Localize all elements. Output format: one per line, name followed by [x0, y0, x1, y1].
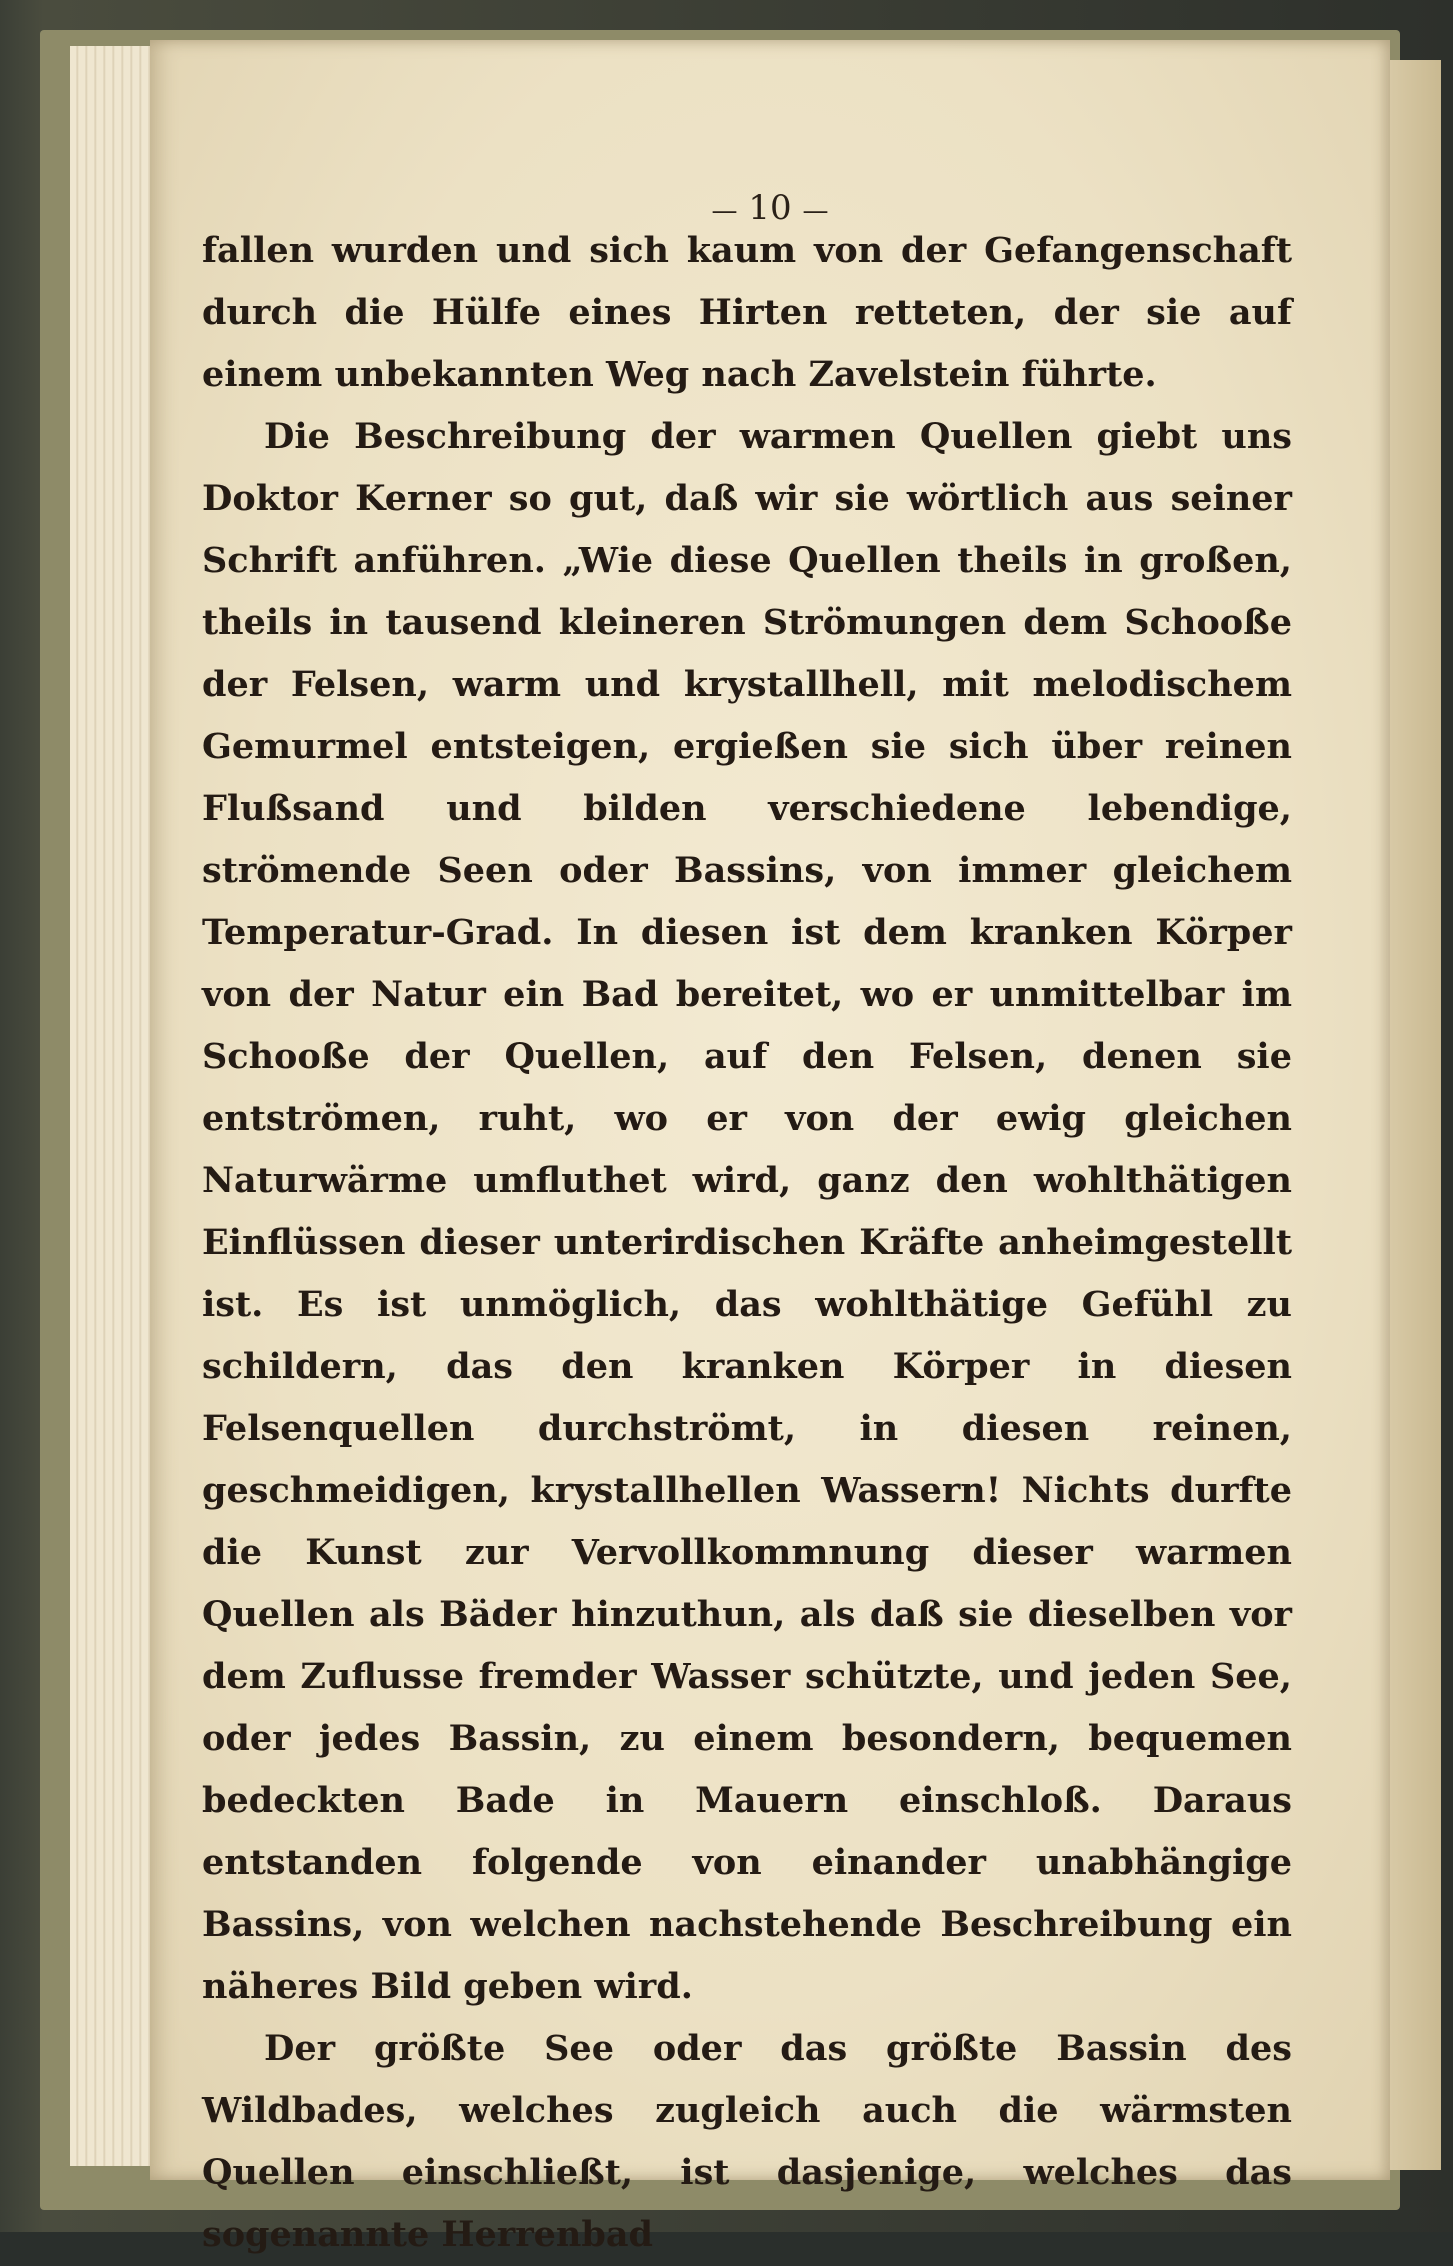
page-number: 10 [748, 188, 792, 228]
header-dash-left: — [711, 196, 738, 226]
paragraph-continued: fallen wurden und sich kaum von der Gefangenschaft durch die Hülfe eines Hirten retteten, der sie auf einem unbekannten Weg nach Zavelstein führte. [202, 230, 1292, 395]
header-dash-right: — [802, 196, 829, 226]
body-text [202, 220, 1292, 2266]
facing-page-edge [1385, 60, 1441, 2170]
page-edges [70, 46, 160, 2166]
paragraph-largest-bassin: Der größte See oder das größte Bassin des Wildbades, welches zugleich auch die wärmsten Quellen einschließt, ist dasjenige, welches das sogenannte Herrenbad [202, 2028, 1292, 2255]
paragraph-kerner-quote: Die Beschreibung der warmen Quellen giebt uns Doktor Kerner so gut, daß wir sie wörtlich aus seiner Schrift anführen. „Wie diese Quellen theils in großen, theils in tausend kleineren Strömungen dem Schooße der Felsen, warm und krystallhell, mit melodischem Gemurmel entsteigen, ergießen sie sich über reinen Flußsand und bilden verschiedene lebendige, strömende Seen oder Bassins, von immer gleichem Temperatur-Grad. In diesen ist dem kranken Körper von der Natur ein Bad bereitet, wo er unmittelbar im Schooße der Quellen, auf den Felsen, denen sie entströmen, ruht, wo er von der ewig gleichen Naturwärme umfluthet wird, ganz den wohlthätigen Einflüssen dieser unterirdischen Kräfte anheimgestellt ist. Es ist unmöglich, das wohlthätige Gefühl zu schildern, das den kranken Körper in diesen Felsenquellen durchströmt, in diesen reinen, geschmeidigen, krystallhellen Wassern! Nichts durfte die Kunst zur Vervollkommnung dieser warmen Quellen als Bäder hinzuthun, als daß sie dieselben vor dem Zuflusse fremder Wasser schützte, und jeden See, oder jedes Bassin, zu einem besondern, bequemen bedeckten Bade in Mauern einschloß. Daraus entstanden folgende von einander unabhängige Bassins, von welchen nachstehende Beschreibung ein näheres Bild geben wird. [202, 416, 1292, 2007]
